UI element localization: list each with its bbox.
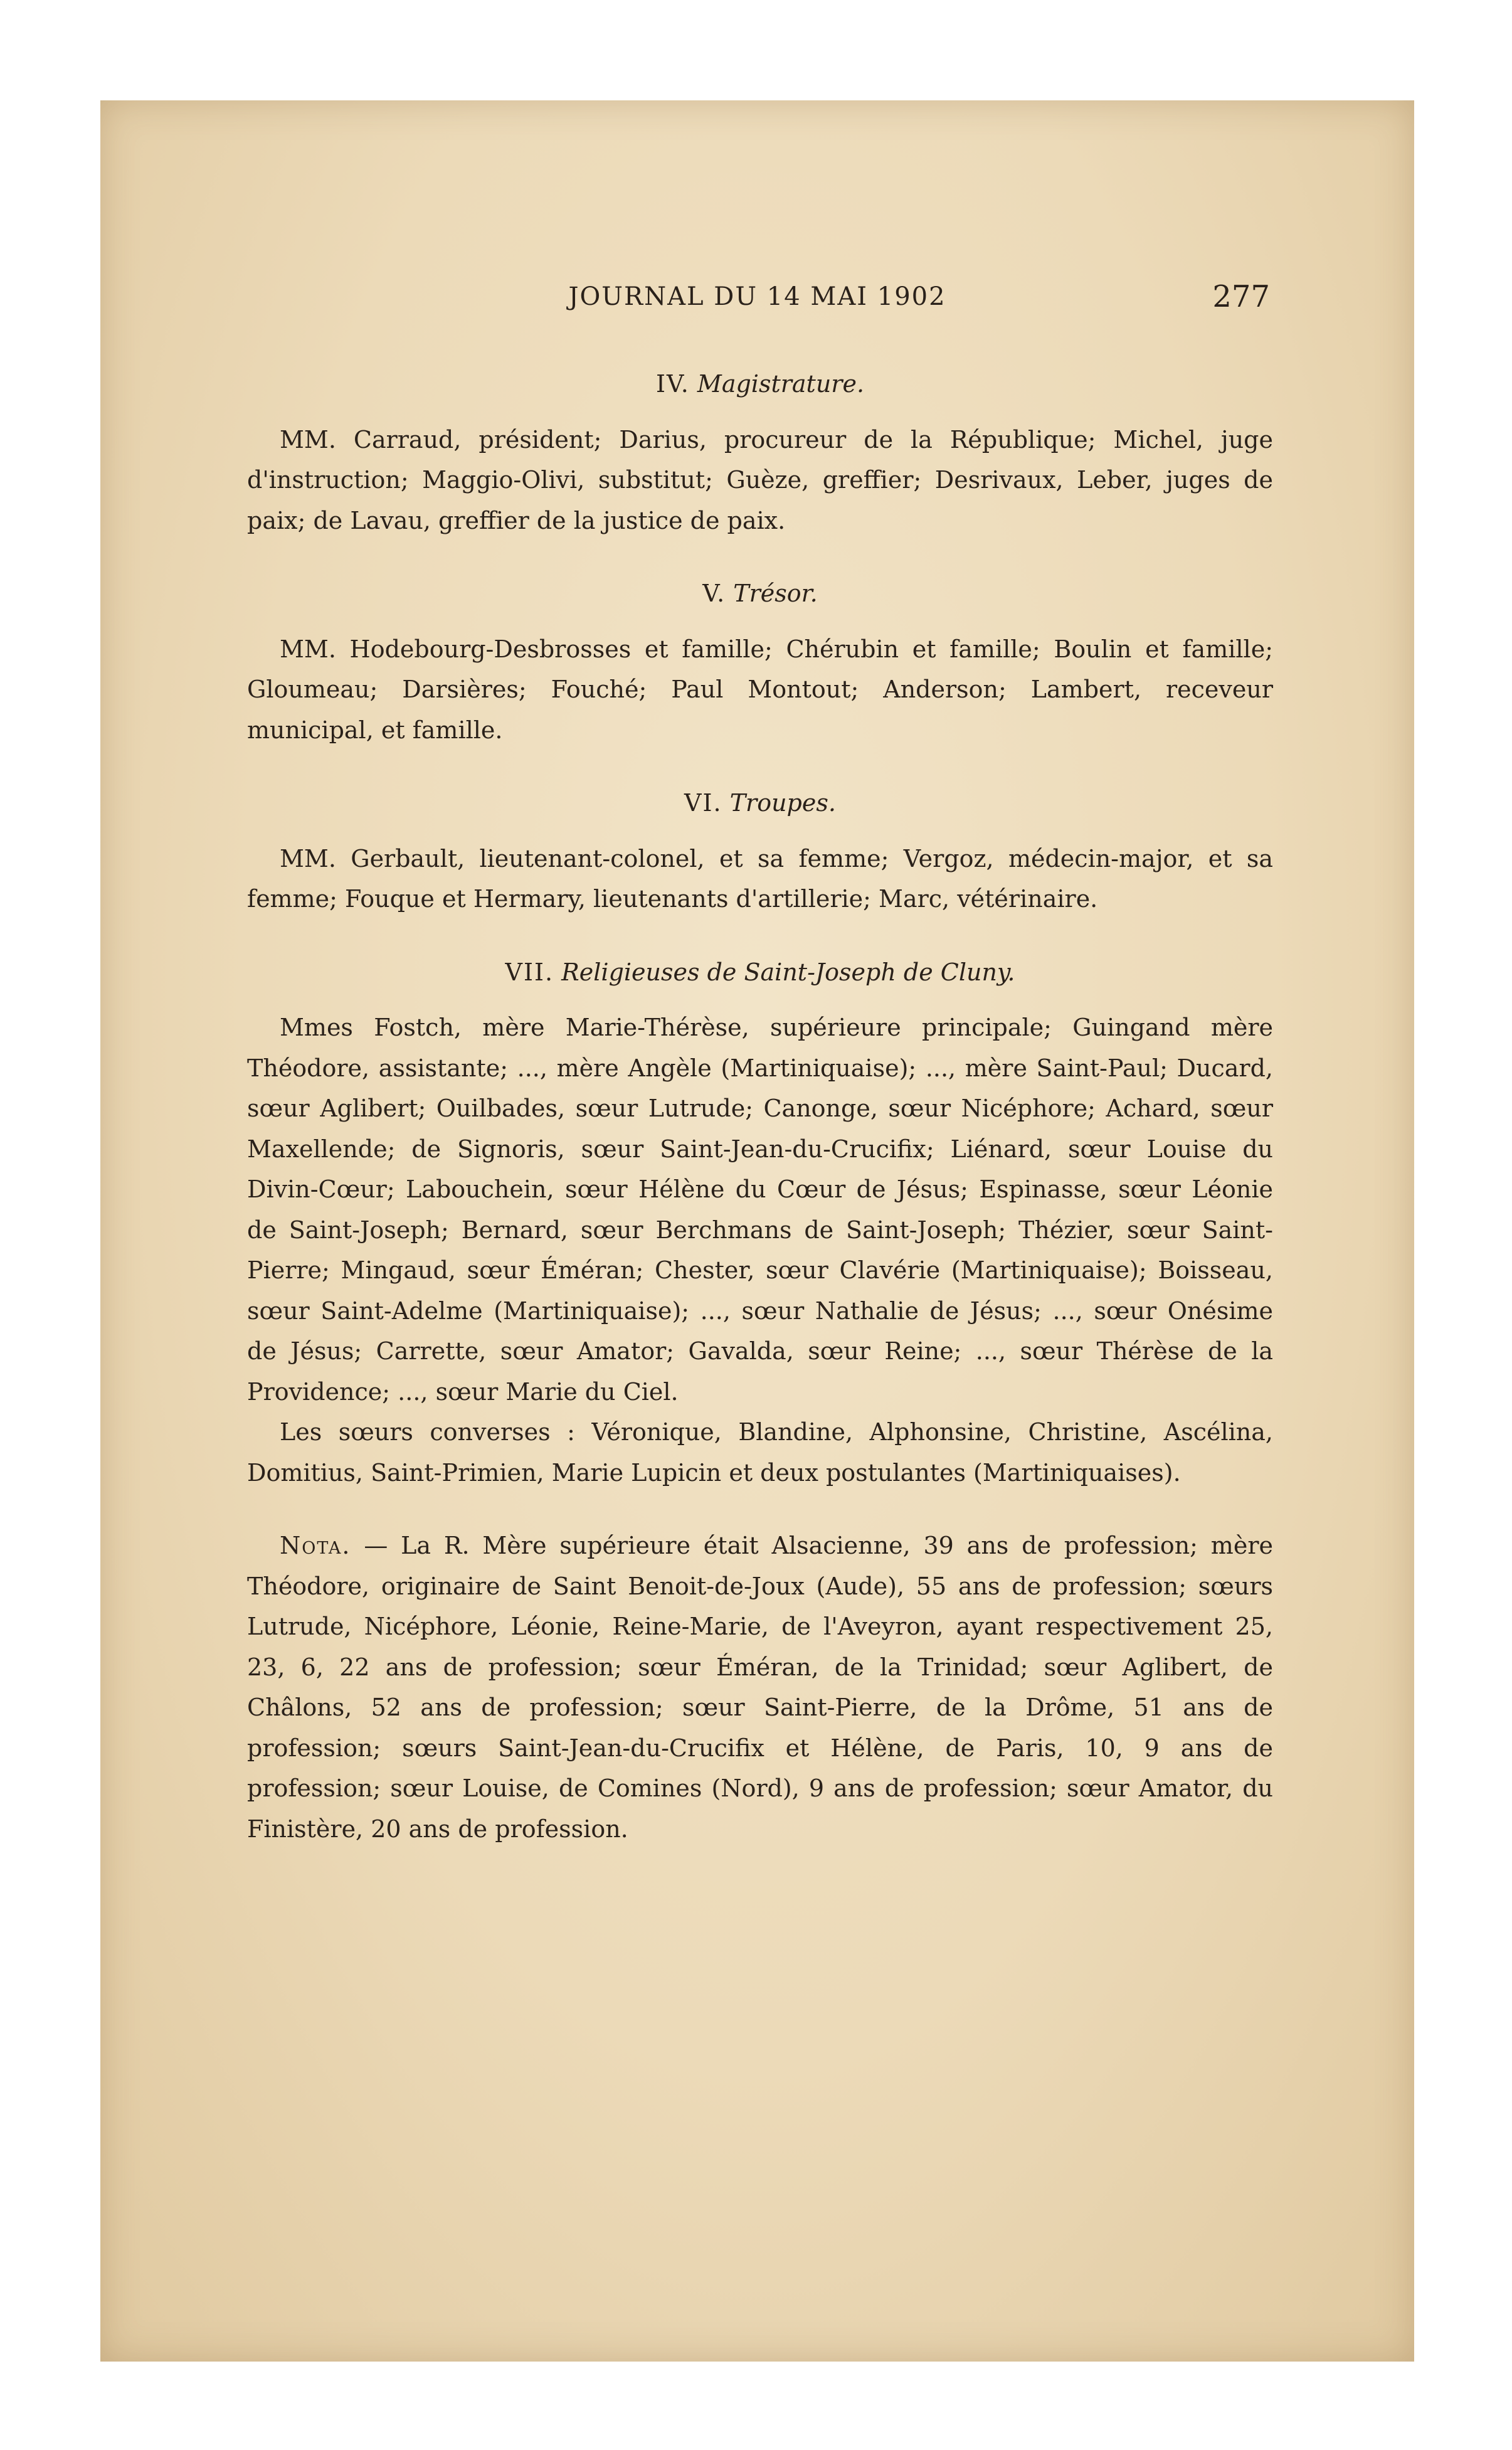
section-religieuses	[247, 952, 1273, 1493]
page-body	[247, 364, 1273, 1849]
section-troupes	[247, 783, 1273, 920]
section-heading	[247, 952, 1273, 993]
section-number: V.	[702, 580, 726, 607]
page-number: 277	[1212, 279, 1270, 314]
book-page	[100, 100, 1414, 2362]
nota-label: Nota.	[280, 1532, 351, 1559]
section-number: VI.	[684, 789, 722, 817]
running-title: JOURNAL DU 14 MAI 1902	[568, 282, 946, 311]
section-paragraph: MM. Gerbault, lieutenant-colonel, et sa femme; Vergoz, médecin-major, et sa femme; Fouque et Hermary, lieutenants d'artillerie; Marc, vétérinaire.	[247, 844, 1273, 913]
section-title: Troupes.	[729, 789, 836, 817]
section-paragraph: MM. Hodebourg-Desbrosses et famille; Chérubin et famille; Boulin et famille; Gloumeau; Darsières; Fouché; Paul Montout; Anderson; Lambert, receveur municipal, et famille.	[247, 635, 1273, 744]
section-heading	[247, 573, 1273, 614]
running-head	[100, 275, 1414, 319]
section-title: Magistrature.	[697, 370, 865, 398]
section-number: IV.	[655, 370, 690, 398]
section-title: Religieuses de Saint-Joseph de Cluny.	[561, 958, 1015, 986]
section-magistrature	[247, 364, 1273, 541]
nota-text: — La R. Mère supérieure était Alsacienne, 39 ans de profession; mère Théodore, originaire de Saint Benoit-de-Joux (Aude), 55 ans de profession; sœurs Lutrude, Nicéphore, Léonie, Reine-Marie, de l'Aveyron, ayant respectivement 25, 23, 6, 22 ans de profession; sœur Éméran, de la Trinidad; sœur Aglibert, de Châlons, 52 ans de profession; sœur Saint-Pierre, de la Drôme, 51 ans de profession; sœurs Saint-Jean-du-Crucifix et Hélène, de Paris, 10, 9 ans de profession; sœur Louise, de Comines (Nord), 9 ans de profession; sœur Amator, du Finistère, 20 ans de profession.	[247, 1532, 1273, 1843]
section-tresor	[247, 573, 1273, 750]
section-paragraph-converses: Les sœurs converses : Véronique, Blandine, Alphonsine, Christine, Ascélina, Domitius, Saint-Primien, Marie Lupicin et deux postulantes (Martiniquaises).	[247, 1418, 1273, 1487]
nota-paragraph	[247, 1525, 1273, 1849]
section-heading	[247, 783, 1273, 824]
section-heading	[247, 364, 1273, 405]
section-paragraph: Mmes Fostch, mère Marie-Thérèse, supérieure principale; Guingand mère Théodore, assistante; ..., mère Angèle (Martiniquaise); ..., mère Saint-Paul; Ducard, sœur Aglibert; Ouilbades, sœur Lutrude; Canonge, sœur Nicéphore; Achard, sœur Maxellende; de Signoris, sœur Saint-Jean-du-Crucifix; Liénard, sœur Louise du Divin-Cœur; Labouchein, sœur Hélène du Cœur de Jésus; Espinasse, sœur Léonie de Saint-Joseph; Bernard, sœur Berchmans de Saint-Joseph; Thézier, sœur Saint-Pierre; Mingaud, sœur Éméran; Chester, sœur Clavérie (Martiniquaise); Boisseau, sœur Saint-Adelme (Martiniquaise); ..., sœur Nathalie de Jésus; ..., sœur Onésime de Jésus; Carrette, sœur Amator; Gavalda, sœur Reine; ..., sœur Thérèse de la Providence; ..., sœur Marie du Ciel.	[247, 1014, 1273, 1406]
section-paragraph: MM. Carraud, président; Darius, procureur de la République; Michel, juge d'instruction; Maggio-Olivi, substitut; Guèze, greffier; Desrivaux, Leber, juges de paix; de Lavau, greffier de la justice de paix.	[247, 425, 1273, 534]
section-number: VII.	[505, 958, 554, 986]
section-title: Trésor.	[733, 580, 818, 607]
